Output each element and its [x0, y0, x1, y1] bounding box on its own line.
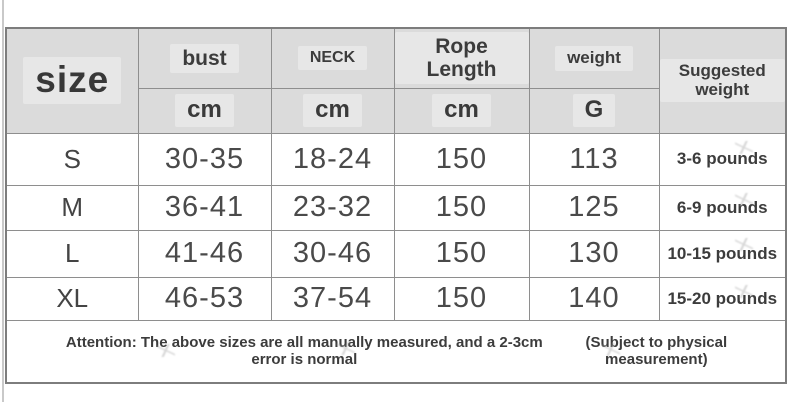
suggested-weight-text: 3-6 pounds — [676, 149, 768, 168]
table-row-m — [6, 185, 786, 230]
rope-length-value: 150 — [394, 230, 529, 277]
neck-unit-cell — [271, 88, 394, 133]
suggested-weight-text: 10-15 pounds — [667, 243, 778, 263]
col-header-weight — [529, 28, 659, 88]
weight-header-label: weight — [555, 46, 633, 71]
neck-value: 18-24 — [271, 133, 394, 185]
suggested-weight-text: 15-20 pounds — [667, 288, 778, 308]
attention-note: Attention: The above sizes are all manually measured, and a 2-3cm error is normal — [65, 334, 543, 369]
rope-length-unit-label: cm — [432, 94, 491, 126]
bust-value: 46-53 — [138, 277, 271, 320]
table-row-l — [6, 230, 786, 277]
weight-value: 125 — [529, 185, 659, 230]
suggested-weight-value — [659, 185, 786, 230]
weight-value: 140 — [529, 277, 659, 320]
col-header-bust — [138, 28, 271, 88]
weight-value: 113 — [529, 133, 659, 185]
size-value: S — [6, 133, 138, 185]
bust-header-label: bust — [170, 44, 238, 73]
bust-value: 41-46 — [138, 230, 271, 277]
screenshot-left-edge-line — [2, 0, 4, 402]
neck-value: 37-54 — [271, 277, 394, 320]
table-row-s — [6, 133, 786, 185]
table-row-xl — [6, 277, 786, 320]
weight-value: 130 — [529, 230, 659, 277]
neck-header-label: NECK — [298, 46, 367, 70]
weight-unit-label: G — [573, 94, 616, 126]
suggested-weight-value — [659, 277, 786, 320]
header-row-labels — [6, 28, 786, 88]
size-chart-table — [5, 27, 787, 384]
col-header-suggested-weight — [659, 28, 786, 133]
size-value: XL — [6, 277, 138, 320]
size-value: M — [6, 185, 138, 230]
bust-value: 30-35 — [138, 133, 271, 185]
suggested-weight-header-label: Suggested weight — [660, 59, 786, 102]
neck-unit-label: cm — [303, 94, 362, 126]
measurement-disclaimer: (Subject to physical measurement) — [585, 334, 728, 369]
bust-value: 36-41 — [138, 185, 271, 230]
neck-value: 23-32 — [271, 185, 394, 230]
weight-unit-cell — [529, 88, 659, 133]
bust-unit-cell — [138, 88, 271, 133]
rope-length-unit-cell — [394, 88, 529, 133]
col-header-neck — [271, 28, 394, 88]
footer-note-cell — [6, 320, 786, 383]
rope-length-value: 150 — [394, 277, 529, 320]
suggested-weight-value — [659, 230, 786, 277]
footer-note-wrap — [7, 334, 785, 368]
size-header-label: size — [23, 57, 121, 104]
rope-length-header-label: Rope Length — [395, 32, 529, 84]
neck-value: 30-46 — [271, 230, 394, 277]
footer-note-row — [6, 320, 786, 383]
suggested-weight-value — [659, 133, 786, 185]
suggested-weight-text: 6-9 pounds — [676, 197, 768, 217]
col-header-size — [6, 28, 138, 133]
col-header-rope-length — [394, 28, 529, 88]
rope-length-value: 150 — [394, 133, 529, 185]
rope-length-value: 150 — [394, 185, 529, 230]
bust-unit-label: cm — [175, 94, 234, 126]
size-value: L — [6, 230, 138, 277]
